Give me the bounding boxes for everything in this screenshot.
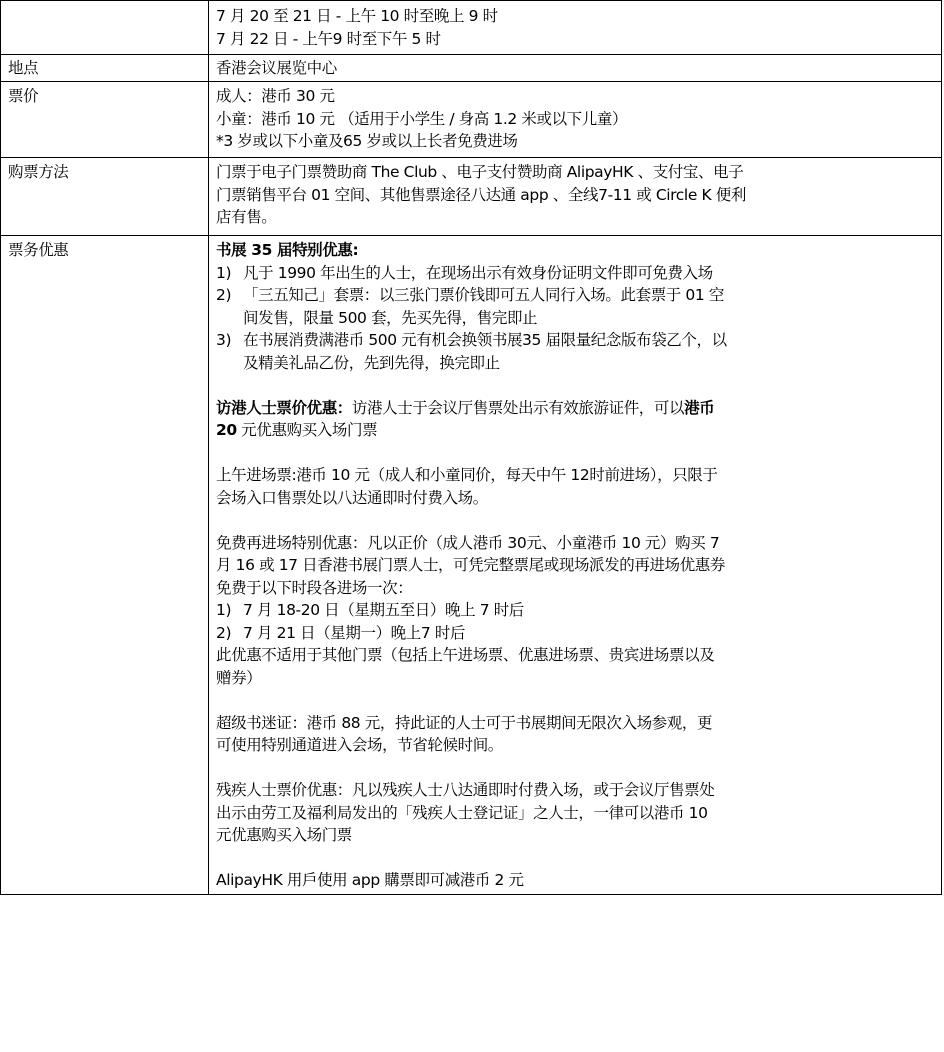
- hours-value-cell: [209, 1, 942, 55]
- superfan-line: 超级书迷证：港币 88 元，持此证的人士可于书展期间无限次入场参观，更: [216, 713, 713, 732]
- purchase-row: [1, 158, 942, 236]
- price-line: *3 岁或以下小童及65 岁或以上长者免费进场: [216, 132, 518, 150]
- item-text: 7 月 21 日（星期一）晚上7 时后: [243, 623, 466, 642]
- visitor-offer-text: 访港人士于会议厅售票处出示有效旅游证件，可以: [351, 398, 685, 417]
- venue-value: 香港会议展览中心: [216, 59, 337, 77]
- price-line: 小童：港币 10 元 （适用于小学生 / 身高 1.2 米或以下儿童）: [216, 109, 628, 128]
- anniversary-item: [216, 329, 934, 374]
- reentry-line: 免费再进场特别优惠：凡以正价（成人港币 30元、小童港币 10 元）购买 7: [216, 533, 720, 552]
- visitor-offer-amount-prefix: 港币: [684, 398, 715, 417]
- purchase-label: [1, 158, 209, 236]
- venue-label: [1, 55, 209, 82]
- hours-line: 7 月 22 日 - 上午9 时至下午 5 时: [216, 29, 441, 48]
- price-line: 成人：港币 30 元: [216, 87, 335, 105]
- price-value-cell: [209, 82, 942, 158]
- venue-value-cell: [209, 55, 942, 82]
- visitor-offer-text-2: 元优惠购买入场门票: [236, 421, 378, 439]
- anniversary-item: [216, 262, 934, 285]
- purchase-line: 门票销售平台 01 空间、其他售票途径八达通 app 、全线7-11 或 Circle K 便利: [216, 185, 746, 204]
- item-text: 间发售，限量 500 套，先买先得，售完即止: [243, 308, 538, 327]
- purchase-value-cell: [209, 158, 942, 236]
- offers-label-text: 票务优惠: [8, 241, 69, 259]
- morning-ticket-line: 会场入口售票处以八达通即时付费入场。: [216, 488, 488, 507]
- reentry-line: 免费于以下时段各进场一次：: [216, 578, 413, 597]
- venue-label-text: 地点: [8, 59, 39, 77]
- reentry-note-line: 赠券）: [216, 668, 262, 687]
- item-number: 2): [216, 623, 232, 642]
- hours-row: [1, 1, 942, 55]
- item-text: 7 月 18-20 日（星期五至日）晚上 7 时后: [243, 601, 524, 619]
- item-number: 1): [216, 601, 232, 619]
- visitor-offer-line-2: [216, 419, 934, 442]
- visitor-offer-title: 访港人士票价优惠：: [216, 398, 352, 417]
- item-number: 2): [216, 286, 232, 304]
- price-row: [1, 82, 942, 158]
- price-label-text: 票价: [8, 87, 39, 105]
- disabled-offer-line: 残疾人士票价优惠：凡以残疾人士八达通即时付费入场，或于会议厅售票处: [216, 781, 715, 799]
- reentry-note-line: 此优惠不适用于其他门票（包括上午进场票、优惠进场票、贵宾进场票以及: [216, 646, 715, 664]
- item-text: 在书展消费满港币 500 元有机会换领书展35 届限量纪念版布袋乙个，以: [243, 331, 727, 349]
- alipay-offer: AlipayHK 用戶使用 app 購票即可减港币 2 元: [216, 871, 524, 889]
- purchase-line: 门票于电子门票赞助商 The Club 、电子支付赞助商 AlipayHK 、支付宝、电子: [216, 163, 744, 181]
- anniversary-item: [216, 284, 934, 329]
- morning-ticket-line: 上午进场票:港币 10 元（成人和小童同价，每天中午 12时前进场），只限于: [216, 466, 718, 484]
- price-label: [1, 82, 209, 158]
- venue-row: [1, 55, 942, 82]
- superfan-line: 可使用特别通道进入会场，节省轮候时间。: [216, 736, 503, 754]
- item-number: 1): [216, 263, 232, 282]
- purchase-label-text: 购票方法: [8, 163, 69, 181]
- hours-label-cell: [1, 1, 209, 55]
- item-text: 「三五知己」套票：以三张门票价钱即可五人同行入场。此套票于 01 空: [243, 286, 724, 304]
- offers-value-cell: [209, 236, 942, 895]
- item-text: 凡于 1990 年出生的人士，在现场出示有效身份证明文件即可免费入场: [243, 263, 713, 282]
- item-text: 及精美礼品乙份，先到先得，换完即止: [243, 353, 500, 372]
- purchase-line: 店有售。: [216, 208, 277, 226]
- hours-line: 7 月 20 至 21 日 - 上午 10 时至晚上 9 时: [216, 7, 498, 25]
- offers-row: [1, 236, 942, 895]
- offers-label: [1, 236, 209, 895]
- item-number: 3): [216, 331, 232, 349]
- reentry-item: [216, 622, 934, 645]
- disabled-offer-line: 出示由劳工及福利局发出的「残疾人士登记证」之人士，一律可以港币 10: [216, 803, 708, 822]
- disabled-offer-line: 元优惠购买入场门票: [216, 826, 352, 844]
- reentry-item: [216, 599, 934, 622]
- anniversary-title: 书展 35 届特别优惠:: [216, 241, 359, 259]
- reentry-line: 月 16 或 17 日香港书展门票人士，可凭完整票尾或现场派发的再进场优惠券: [216, 556, 725, 574]
- visitor-offer-amount: 20: [216, 421, 237, 439]
- visitor-offer-line: [216, 397, 934, 420]
